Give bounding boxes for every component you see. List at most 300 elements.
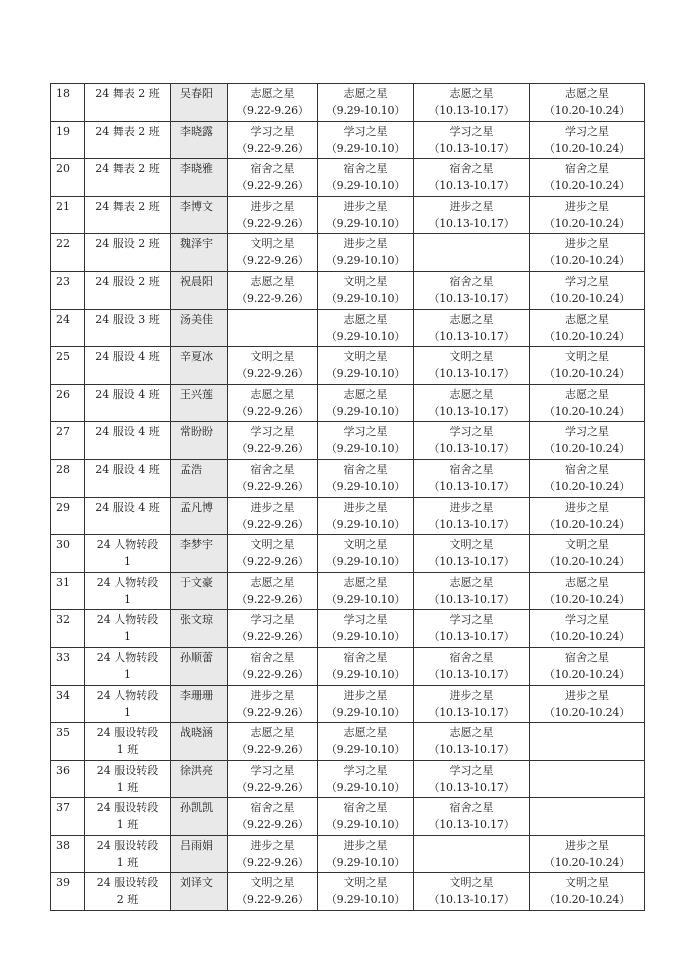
award-cell [318,384,414,422]
award-title: 宿舍之星 [343,801,388,815]
table-row [51,121,645,159]
award-cell [414,835,530,873]
award-title: 宿舍之星 [565,162,609,176]
award-cell [318,159,414,197]
award-period: （9.22-9.26） [236,479,309,493]
table-row [51,873,645,911]
award-title: 宿舍之星 [565,462,609,476]
class-name-text: 24 人物转段 [96,688,159,702]
award-cell [530,347,645,385]
award-period: （10.20-10.24） [543,291,631,305]
award-period: （9.22-9.26） [236,179,309,193]
row-number-cell: 18 [51,84,85,122]
award-cell [228,685,318,723]
award-cell [530,798,645,836]
student-name-cell: 战晓涵 [171,723,228,761]
class-cell [85,84,171,122]
class-name-text: 1 [124,630,131,644]
student-name-cell: 李博文 [171,196,228,234]
award-title: 文明之星 [565,538,609,552]
award-period: （10.13-10.17） [428,818,515,832]
award-title: 学习之星 [250,613,295,627]
row-number-cell: 28 [51,459,85,497]
class-name-text: 24 服设 2 班 [95,274,160,288]
award-cell [414,873,530,911]
award-period: （9.29-10.10） [325,367,406,381]
table-row [51,835,645,873]
award-cell [318,572,414,610]
class-cell [85,271,171,309]
class-name-text: 24 服设 4 班 [95,462,160,476]
award-cell [530,271,645,309]
award-period: （10.20-10.24） [543,667,631,681]
award-period: （9.29-10.10） [325,442,406,456]
award-cell [228,121,318,159]
award-period: （9.29-10.10） [325,291,406,305]
row-number-cell: 22 [51,234,85,272]
award-title: 文明之星 [449,876,494,890]
class-name-text: 1 班 [116,855,139,869]
award-cell [318,196,414,234]
award-title: 进步之星 [250,500,295,514]
row-number-cell: 35 [51,723,85,761]
award-title: 志愿之星 [565,312,609,326]
award-title: 宿舍之星 [250,462,295,476]
student-name-cell: 孟浩 [171,459,228,497]
class-cell [85,497,171,535]
award-period: （9.22-9.26） [236,630,309,644]
award-period: （9.22-9.26） [236,743,309,757]
award-title: 宿舍之星 [250,650,295,664]
award-cell [318,84,414,122]
award-cell [414,309,530,347]
award-cell [530,309,645,347]
award-title: 学习之星 [449,763,494,777]
award-period: （9.22-9.26） [236,442,309,456]
class-name-text: 24 服设 3 班 [95,312,160,326]
award-cell [530,384,645,422]
award-period: （10.13-10.17） [428,893,515,907]
award-title: 进步之星 [565,500,609,514]
award-cell [414,497,530,535]
class-cell [85,422,171,460]
award-title: 文明之星 [343,876,388,890]
award-period: （9.29-10.10） [325,893,406,907]
award-period: （9.29-10.10） [325,592,406,606]
award-cell [414,347,530,385]
class-name-text: 24 舞表 2 班 [95,87,160,100]
award-period: （9.29-10.10） [325,517,406,531]
table-row [51,610,645,648]
award-title: 志愿之星 [343,312,388,326]
award-title: 学习之星 [565,613,609,627]
class-cell [85,196,171,234]
student-name-cell: 李珊珊 [171,685,228,723]
award-title: 文明之星 [449,538,494,552]
class-cell [85,723,171,761]
award-period: （10.20-10.24） [543,555,631,569]
table-row [51,234,645,272]
award-cell [414,159,530,197]
award-cell [414,685,530,723]
award-cell [414,384,530,422]
student-name-cell: 李晓雅 [171,159,228,197]
student-name-cell: 徐洪亮 [171,760,228,798]
award-cell [414,647,530,685]
award-cell [228,271,318,309]
award-cell [228,159,318,197]
award-title: 文明之星 [343,538,388,552]
award-title: 宿舍之星 [449,274,494,288]
award-cell [530,723,645,761]
class-name-text: 24 服设 4 班 [95,500,160,514]
award-period: （10.13-10.17） [428,104,515,117]
row-number-cell: 19 [51,121,85,159]
award-title: 进步之星 [343,199,388,213]
award-title: 进步之星 [449,199,494,213]
award-period: （10.13-10.17） [428,517,515,531]
award-title: 宿舍之星 [449,650,494,664]
student-name-cell: 吴春阳 [171,84,228,122]
award-period: （10.20-10.24） [543,517,631,531]
award-period: （9.29-10.10） [325,329,406,343]
student-name-cell: 王兴莲 [171,384,228,422]
award-title: 学习之星 [449,124,494,138]
table-row [51,798,645,836]
row-number-cell: 36 [51,760,85,798]
class-name-text: 1 [124,705,131,719]
award-cell [318,309,414,347]
award-title: 宿舍之星 [250,162,295,176]
class-name-text: 24 服设转段 [96,726,159,740]
award-title: 学习之星 [250,763,295,777]
award-cell [228,873,318,911]
row-number-cell: 29 [51,497,85,535]
award-title: 志愿之星 [250,274,295,288]
award-period: （9.22-9.26） [236,592,309,606]
award-title: 进步之星 [449,688,494,702]
class-cell [85,234,171,272]
award-period: （10.20-10.24） [543,329,631,343]
row-number-cell: 38 [51,835,85,873]
award-period: （9.22-9.26） [236,667,309,681]
award-title: 文明之星 [250,350,295,364]
award-period: （10.13-10.17） [428,479,515,493]
class-name-text: 24 服设转段 [96,876,159,890]
award-title: 文明之星 [250,876,295,890]
award-cell [530,835,645,873]
award-title: 进步之星 [250,688,295,702]
class-name-text: 1 [124,555,131,569]
class-name-text: 24 服设 4 班 [95,350,160,364]
award-title: 文明之星 [250,237,295,251]
award-cell [318,647,414,685]
student-name-cell: 祝晨阳 [171,271,228,309]
award-cell [228,384,318,422]
award-table-body [51,84,645,911]
row-number-cell: 33 [51,647,85,685]
award-title: 志愿之星 [250,387,295,401]
student-name-cell: 汤美佳 [171,309,228,347]
award-period: （10.13-10.17） [428,667,515,681]
award-period: （9.29-10.10） [325,855,406,869]
award-period: （10.20-10.24） [543,367,631,381]
table-row [51,422,645,460]
award-cell [414,271,530,309]
row-number-cell: 20 [51,159,85,197]
class-name-text: 1 班 [116,743,139,757]
class-name-text: 24 人物转段 [96,650,159,664]
award-period: （10.13-10.17） [428,592,515,606]
award-cell [318,459,414,497]
award-cell [318,271,414,309]
class-name-text: 1 班 [116,818,139,832]
award-period: （10.20-10.24） [543,705,631,719]
student-name-cell: 孟凡博 [171,497,228,535]
award-cell [318,121,414,159]
award-cell [318,422,414,460]
award-cell [228,497,318,535]
table-row [51,685,645,723]
award-cell [228,535,318,573]
class-cell [85,685,171,723]
award-title: 学习之星 [343,763,388,777]
award-title: 志愿之星 [449,312,494,326]
class-cell [85,835,171,873]
award-period: （9.29-10.10） [325,141,406,155]
award-title: 进步之星 [565,838,609,852]
class-cell [85,459,171,497]
class-name-text: 1 [124,667,131,681]
row-number-cell: 30 [51,535,85,573]
class-cell [85,647,171,685]
award-title: 进步之星 [343,838,388,852]
award-period: （10.20-10.24） [543,855,631,869]
award-title: 文明之星 [250,538,295,552]
award-title: 文明之星 [343,350,388,364]
student-name-cell: 孙顺蕾 [171,647,228,685]
award-title: 进步之星 [343,688,388,702]
student-name-cell: 孙凯凯 [171,798,228,836]
award-cell [414,234,530,272]
award-cell [318,760,414,798]
award-period: （9.29-10.10） [325,216,406,230]
award-period: （9.22-9.26） [236,367,309,381]
award-cell [414,459,530,497]
award-period: （9.22-9.26） [236,404,309,418]
table-row [51,497,645,535]
award-cell [228,723,318,761]
award-title: 志愿之星 [343,387,388,401]
class-name-text: 24 服设转段 [96,801,159,815]
award-cell [530,422,645,460]
award-title: 宿舍之星 [565,650,609,664]
award-cell [530,121,645,159]
award-cell [318,723,414,761]
award-cell [414,121,530,159]
award-cell [228,798,318,836]
award-period: （10.20-10.24） [543,630,631,644]
award-title: 志愿之星 [250,726,295,740]
row-number-cell: 21 [51,196,85,234]
table-row [51,196,645,234]
row-number-cell: 32 [51,610,85,648]
award-cell [414,535,530,573]
row-number-cell: 25 [51,347,85,385]
award-cell [530,159,645,197]
award-cell [318,798,414,836]
award-cell [228,196,318,234]
award-title: 学习之星 [565,425,609,439]
row-number-cell: 26 [51,384,85,422]
award-period: （10.13-10.17） [428,442,515,456]
award-title: 文明之星 [565,350,609,364]
award-title: 宿舍之星 [343,462,388,476]
award-cell [530,647,645,685]
award-period: （9.29-10.10） [325,705,406,719]
award-period: （10.13-10.17） [428,555,515,569]
award-cell [530,497,645,535]
award-period: （9.22-9.26） [236,291,309,305]
award-period: （10.13-10.17） [428,141,515,155]
award-period: （10.20-10.24） [543,254,631,268]
award-cell [318,685,414,723]
table-row [51,459,645,497]
award-period: （10.13-10.17） [428,329,515,343]
row-number-cell: 34 [51,685,85,723]
award-period: （9.22-9.26） [236,855,309,869]
award-title: 学习之星 [449,613,494,627]
award-cell [414,723,530,761]
award-title: 志愿之星 [449,87,494,100]
award-period: （9.29-10.10） [325,479,406,493]
award-title: 进步之星 [250,838,295,852]
table-row [51,535,645,573]
award-title: 志愿之星 [343,87,388,100]
award-cell [228,347,318,385]
award-period: （10.13-10.17） [428,780,515,794]
award-cell [530,610,645,648]
class-name-text: 24 服设 4 班 [95,387,160,401]
award-period: （10.13-10.17） [428,367,515,381]
class-name-text: 24 舞表 2 班 [95,124,160,138]
award-title: 宿舍之星 [343,162,388,176]
award-title: 志愿之星 [343,575,388,589]
award-title: 进步之星 [565,237,609,251]
award-title: 宿舍之星 [250,801,295,815]
award-title: 志愿之星 [449,387,494,401]
award-period: （9.22-9.26） [236,216,309,230]
class-name-text: 24 舞表 2 班 [95,162,160,176]
award-cell [318,234,414,272]
student-name-cell: 张文琼 [171,610,228,648]
award-title: 学习之星 [343,613,388,627]
award-cell [530,685,645,723]
award-period: （9.29-10.10） [325,818,406,832]
award-title: 宿舍之星 [449,462,494,476]
award-title: 进步之星 [250,199,295,213]
award-period: （9.22-9.26） [236,141,309,155]
award-title: 进步之星 [449,500,494,514]
award-period: （10.20-10.24） [543,893,631,907]
student-name-cell: 常盼盼 [171,422,228,460]
award-period: （10.20-10.24） [543,141,631,155]
award-period: （10.20-10.24） [543,592,631,606]
class-name-text: 2 班 [116,893,139,907]
class-cell [85,873,171,911]
student-name-cell: 魏泽宇 [171,234,228,272]
class-name-text: 24 人物转段 [96,538,159,552]
award-title: 志愿之星 [250,575,295,589]
table-row [51,347,645,385]
table-row [51,84,645,122]
award-title: 进步之星 [343,237,388,251]
award-title: 学习之星 [565,124,609,138]
award-cell [414,196,530,234]
award-title: 文明之星 [449,350,494,364]
award-period: （9.22-9.26） [236,104,309,117]
award-period: （9.22-9.26） [236,818,309,832]
award-cell [530,760,645,798]
award-title: 文明之星 [565,876,609,890]
award-cell [228,760,318,798]
student-name-cell: 李晓露 [171,121,228,159]
table-row [51,271,645,309]
class-cell [85,384,171,422]
award-title: 志愿之星 [565,87,609,100]
award-period: （9.29-10.10） [325,254,406,268]
award-period: （9.29-10.10） [325,104,406,117]
class-cell [85,798,171,836]
award-period: （10.20-10.24） [543,442,631,456]
award-cell [414,572,530,610]
award-period: （9.22-9.26） [236,893,309,907]
class-name-text: 24 人物转段 [96,613,159,627]
award-period: （9.22-9.26） [236,555,309,569]
class-name-text: 1 班 [116,780,139,794]
award-cell [318,873,414,911]
award-period: （10.13-10.17） [428,216,515,230]
award-title: 学习之星 [449,425,494,439]
class-cell [85,535,171,573]
class-name-text: 24 服设 4 班 [95,425,160,439]
table-row [51,760,645,798]
student-name-cell: 辛夏冰 [171,347,228,385]
award-cell [530,459,645,497]
table-row [51,309,645,347]
award-cell [228,422,318,460]
award-cell [318,610,414,648]
award-cell [228,459,318,497]
award-period: （10.20-10.24） [543,216,631,230]
award-title: 志愿之星 [565,387,609,401]
class-cell [85,309,171,347]
class-name-text: 1 [124,592,131,606]
award-period: （10.13-10.17） [428,630,515,644]
table-row [51,572,645,610]
award-title: 学习之星 [565,274,609,288]
class-cell [85,347,171,385]
award-cell [318,535,414,573]
award-period: （10.20-10.24） [543,179,631,193]
class-cell [85,572,171,610]
award-cell [414,84,530,122]
award-cell [414,798,530,836]
class-name-text: 24 服设转段 [96,763,159,777]
student-name-cell: 于文豪 [171,572,228,610]
award-cell [530,873,645,911]
award-title: 进步之星 [565,688,609,702]
